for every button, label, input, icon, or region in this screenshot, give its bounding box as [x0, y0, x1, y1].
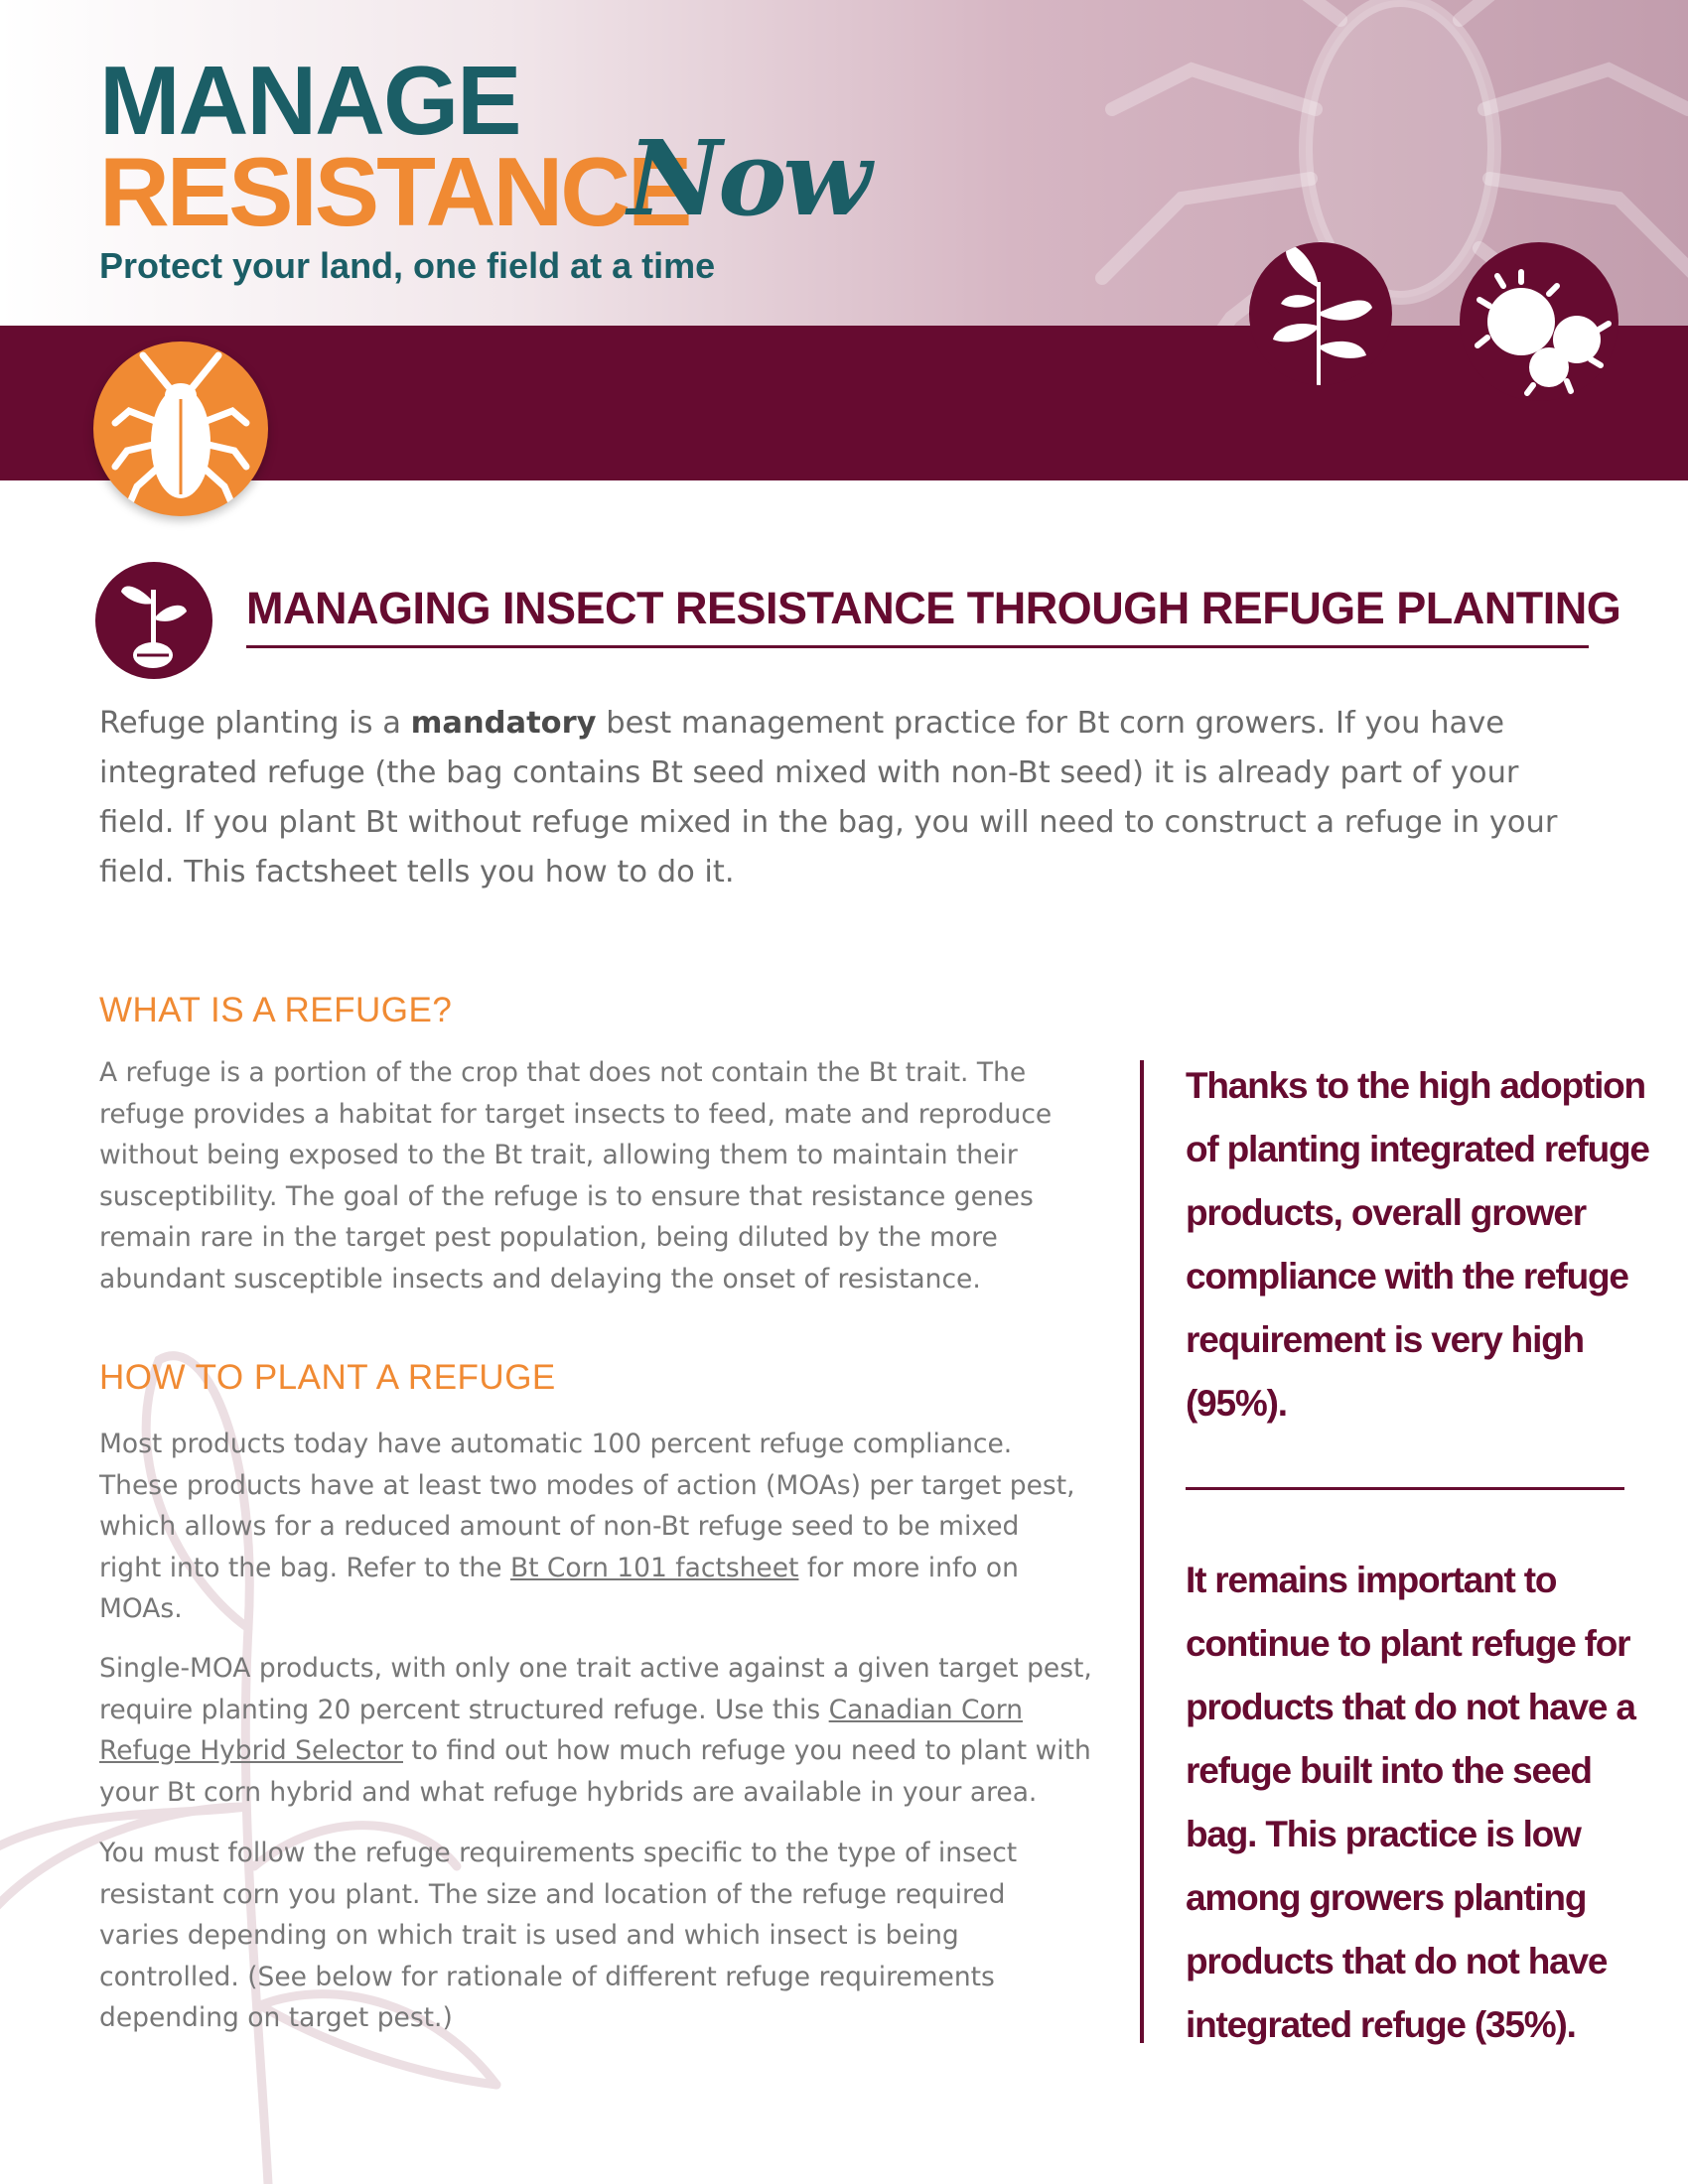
refuge-hybrid-selector-link[interactable]: Canadian Corn Refuge Hybrid Selector — [99, 1694, 1024, 1766]
plant-icon — [1249, 242, 1392, 385]
callout-divider — [1186, 1487, 1624, 1490]
how-paragraph-1 — [99, 1424, 1082, 1630]
bug-icon — [93, 341, 268, 516]
what-heading: WHAT IS A REFUGE? — [99, 991, 453, 1029]
header — [0, 0, 1688, 328]
intro-text-rest: best management practice for Bt corn growers. If you have integrated refuge (the bag contains Bt seed mixed with non-Bt seed) it is already part of your field. If you plant Bt without refuge mixed in the bag, you will need to construct a refuge in your field. This factsheet tells you how to do it. — [99, 706, 1558, 889]
how-p2-text: Single-MOA products, with only one trait active against a given target pest, require planting 20 percent structured refuge. Use this — [99, 1653, 1092, 1725]
title-divider — [246, 645, 1589, 648]
how-p2-text-rest: to find out how much refuge you need to plant with your Bt corn hybrid and what refuge hybrids are available in your area. — [99, 1735, 1091, 1808]
logo-manage: MANAGE — [99, 46, 520, 155]
intro-bold: mandatory — [410, 706, 597, 741]
what-paragraph: A refuge is a portion of the crop that does not contain the Bt trait. The refuge provides a habitat for target insects to feed, mate and reproduce without being exposed to the Bt trait, allowing them to maintain their susceptibility. The goal of the refuge is to ensure that resistance genes remain rare in the target pest population, being diluted by the more abundant susceptible insects and delaying the onset of resistance. — [99, 1057, 1053, 1295]
section-title: MANAGING INSECT RESISTANCE THROUGH REFUGE PLANTING — [246, 583, 1621, 633]
callout-compliance-high: Thanks to the high adoption of planting integrated refuge products, overall grower compliance with the refuge requirement is very high (95%). — [1186, 1065, 1649, 1424]
how-heading: HOW TO PLANT A REFUGE — [99, 1358, 556, 1397]
logo-resistance: RESISTANCE — [99, 137, 690, 246]
sidebar-divider — [1140, 1060, 1144, 2043]
logo-tagline: Protect your land, one field at a time — [99, 245, 716, 286]
weed-flower-icon — [1460, 242, 1618, 401]
how-p1-text-rest: for more info on MOAs. — [99, 1552, 1019, 1624]
how-paragraph-2 — [99, 1648, 1092, 1813]
callout-compliance-low: It remains important to continue to plant refuge for products that do not have a refuge built into the seed bag. This practice is low among growers planting products that do not have integrated refuge (35%). — [1186, 1560, 1635, 2045]
intro-text: Refuge planting is a — [99, 706, 411, 741]
seedling-icon — [95, 562, 212, 679]
intro-paragraph — [99, 699, 1579, 897]
logo-now-script: Now — [628, 117, 868, 239]
bt-corn-101-link[interactable]: Bt Corn 101 factsheet — [509, 1552, 799, 1583]
how-p1-text: Most products today have automatic 100 percent refuge compliance. These products have at least two modes of action (MOAs) per target pest, which allows for a reduced amount of non-Bt refuge seed to be mixed right into the bag. Refer to the — [99, 1429, 1075, 1583]
how-paragraph-3: You must follow the refuge requirements specific to the type of insect resistant corn you plant. The size and location of the refuge required varies depending on which trait is used and which insect is being controlled. (See below for rationale of different refuge requirements depending on target pest.) — [99, 1838, 1018, 2033]
